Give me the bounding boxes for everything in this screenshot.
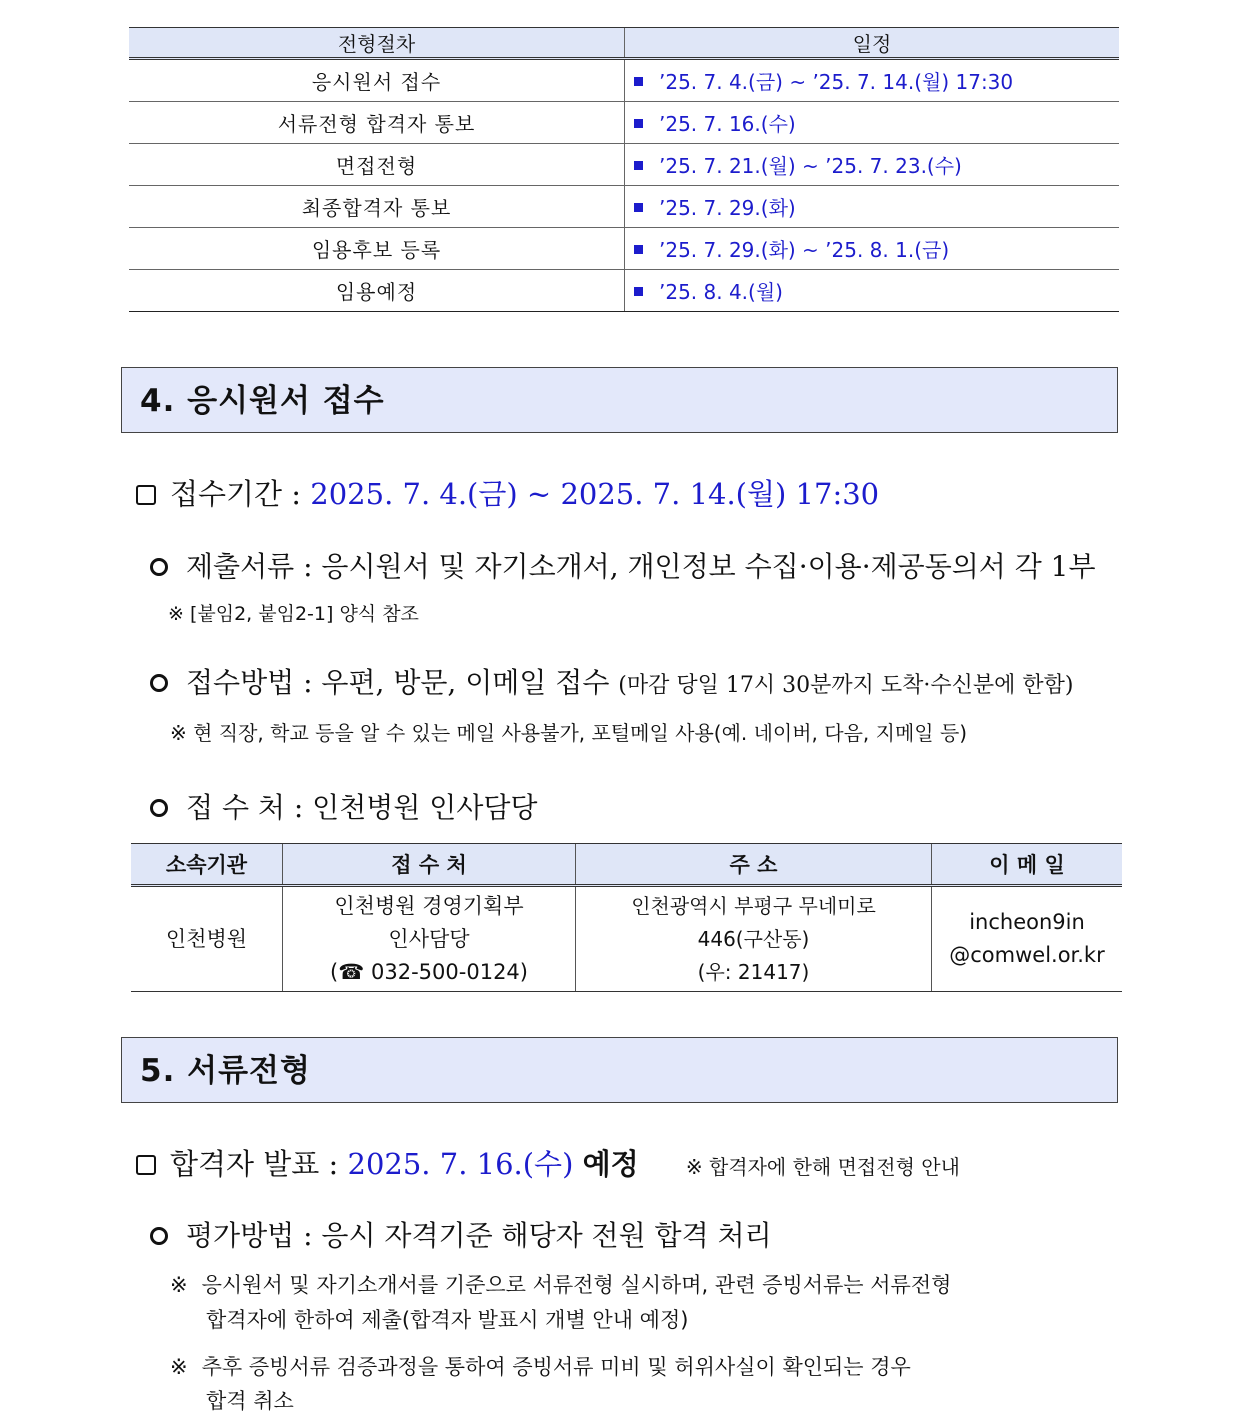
note-2 bbox=[170, 1351, 911, 1381]
announce-date: 2025. 7. 16.(수) bbox=[347, 1147, 574, 1181]
checkbox-square-icon bbox=[136, 485, 156, 505]
section-4-title: 4. 응시원서 접수 bbox=[140, 383, 385, 419]
period-value: 2025. 7. 4.(금) ~ 2025. 7. 14.(월) 17:30 bbox=[310, 477, 880, 511]
office-line bbox=[150, 786, 537, 826]
schedule-step: 면접전형 bbox=[129, 144, 625, 186]
method-text: 접수방법 : 우편, 방문, 이메일 접수 bbox=[186, 666, 610, 699]
schedule-date-text: ’25. 7. 4.(금) ~ ’25. 7. 14.(월) 17:30 bbox=[659, 70, 1014, 94]
square-bullet-icon bbox=[634, 77, 643, 86]
email-line-2: @comwel.or.kr bbox=[949, 943, 1105, 967]
circle-bullet-icon bbox=[150, 1227, 168, 1245]
section-5-header bbox=[121, 1037, 1118, 1103]
announce-label: 합격자 발표 : bbox=[170, 1147, 339, 1181]
note-mark: ※ bbox=[170, 1355, 188, 1379]
contact-table bbox=[131, 843, 1122, 992]
period-line bbox=[136, 472, 879, 513]
note-2-line-2: 합격 취소 bbox=[206, 1389, 294, 1413]
docs-line bbox=[150, 545, 1096, 585]
note-mark: ※ bbox=[170, 1273, 188, 1297]
section-4-header bbox=[121, 367, 1118, 433]
period-label: 접수기간 : bbox=[170, 477, 302, 511]
contact-header-address: 주 소 bbox=[576, 844, 932, 886]
note-1 bbox=[170, 1269, 951, 1299]
checkbox-square-icon bbox=[136, 1155, 156, 1175]
table-row bbox=[129, 228, 1119, 270]
square-bullet-icon bbox=[634, 203, 643, 212]
schedule-date-text: ’25. 8. 4.(월) bbox=[659, 280, 783, 304]
announce-line bbox=[136, 1142, 960, 1183]
schedule-date-text: ’25. 7. 29.(화) bbox=[659, 196, 796, 220]
schedule-date bbox=[625, 228, 1120, 270]
method-paren: (마감 당일 17시 30분까지 도착·수신분에 한함) bbox=[618, 673, 1074, 698]
contact-header-email: 이 메 일 bbox=[932, 844, 1123, 886]
table-row bbox=[131, 886, 1122, 992]
circle-bullet-icon bbox=[150, 558, 168, 576]
email-line-1: incheon9in bbox=[969, 910, 1085, 934]
method-note: ※ 현 직장, 학교 등을 알 수 있는 메일 사용불가, 포털메일 사용(예. 네이버, 다음, 지메일 등) bbox=[170, 721, 968, 745]
contact-header-office: 접 수 처 bbox=[283, 844, 576, 886]
note-1-line-1: 응시원서 및 자기소개서를 기준으로 서류전형 실시하며, 관련 증빙서류는 서류전형 bbox=[201, 1273, 952, 1297]
office-text: 접 수 처 : 인천병원 인사담당 bbox=[186, 791, 538, 824]
schedule-step: 서류전형 합격자 통보 bbox=[129, 102, 625, 144]
schedule-date bbox=[625, 102, 1120, 144]
table-row bbox=[129, 270, 1119, 312]
section-5-title: 5. 서류전형 bbox=[140, 1053, 311, 1089]
square-bullet-icon bbox=[634, 161, 643, 170]
method-line bbox=[150, 661, 1073, 701]
contact-office bbox=[283, 886, 576, 992]
square-bullet-icon bbox=[634, 287, 643, 296]
schedule-date bbox=[625, 59, 1120, 102]
schedule-step: 응시원서 접수 bbox=[129, 59, 625, 102]
schedule-date-text: ’25. 7. 21.(월) ~ ’25. 7. 23.(수) bbox=[659, 154, 962, 178]
docs-note: ※ [붙임2, 붙임2-1] 양식 참조 bbox=[168, 603, 419, 625]
schedule-table bbox=[129, 27, 1119, 312]
announce-suffix: 예정 bbox=[582, 1147, 639, 1181]
table-row bbox=[129, 102, 1119, 144]
schedule-header-date: 일정 bbox=[625, 28, 1120, 59]
office-phone: (☎ 032-500-0124) bbox=[330, 959, 528, 984]
eval-text: 평가방법 : 응시 자격기준 해당자 전원 합격 처리 bbox=[186, 1219, 772, 1252]
contact-header-row bbox=[131, 844, 1122, 886]
table-row bbox=[129, 59, 1119, 102]
circle-bullet-icon bbox=[150, 674, 168, 692]
square-bullet-icon bbox=[634, 245, 643, 254]
note-2-line-1: 추후 증빙서류 검증과정을 통하여 증빙서류 미비 및 허위사실이 확인되는 경우 bbox=[201, 1355, 911, 1379]
schedule-date-text: ’25. 7. 29.(화) ~ ’25. 8. 1.(금) bbox=[659, 238, 950, 262]
contact-email[interactable] bbox=[932, 886, 1123, 992]
table-row bbox=[129, 186, 1119, 228]
table-row bbox=[129, 144, 1119, 186]
schedule-step: 임용후보 등록 bbox=[129, 228, 625, 270]
address-zip: (우: 21417) bbox=[697, 959, 810, 984]
schedule-date bbox=[625, 186, 1120, 228]
office-line-2: 인사담당 bbox=[388, 926, 470, 951]
schedule-header-row bbox=[129, 28, 1119, 59]
contact-org: 인천병원 bbox=[131, 886, 283, 992]
note-1-line-2: 합격자에 한하여 제출(합격자 발표시 개별 안내 예정) bbox=[206, 1308, 689, 1332]
address-line-1: 인천광역시 부평구 무네미로 bbox=[631, 893, 876, 918]
schedule-date-text: ’25. 7. 16.(수) bbox=[659, 112, 796, 136]
announce-note: ※ 합격자에 한해 면접전형 안내 bbox=[685, 1155, 960, 1179]
schedule-step: 임용예정 bbox=[129, 270, 625, 312]
address-line-2: 446(구산동) bbox=[697, 926, 810, 951]
schedule-header-step: 전형절차 bbox=[129, 28, 625, 59]
schedule-step: 최종합격자 통보 bbox=[129, 186, 625, 228]
circle-bullet-icon bbox=[150, 799, 168, 817]
eval-line bbox=[150, 1214, 772, 1254]
docs-text: 제출서류 : 응시원서 및 자기소개서, 개인정보 수집·이용·제공동의서 각 1부 bbox=[186, 550, 1096, 583]
contact-address bbox=[576, 886, 932, 992]
schedule-date bbox=[625, 270, 1120, 312]
schedule-date bbox=[625, 144, 1120, 186]
contact-header-org: 소속기관 bbox=[131, 844, 283, 886]
square-bullet-icon bbox=[634, 119, 643, 128]
office-line-1: 인천병원 경영기획부 bbox=[334, 893, 524, 918]
